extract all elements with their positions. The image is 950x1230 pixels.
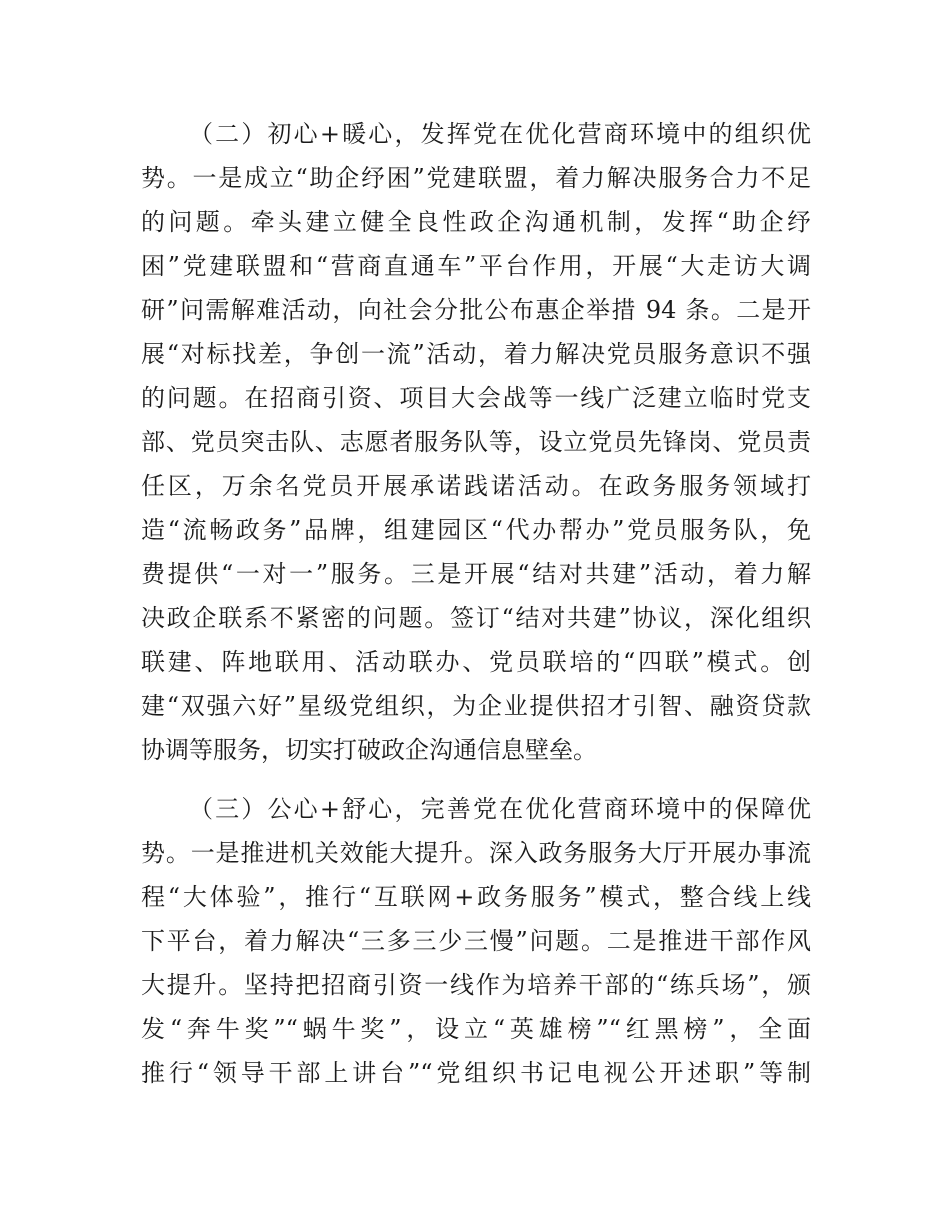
text-line: 程“大体验”，推行“互联网+政务服务”模式，整合线上线 xyxy=(141,883,811,911)
text-line: 势。一是成立“助企纾困”党建联盟，着力解决服务合力不足 xyxy=(141,164,811,192)
text-line: （三）公心+舒心，完善党在优化营商环境中的保障优 xyxy=(189,795,811,823)
text-line: 展“对标找差，争创一流”活动，着力解决党员服务意识不强 xyxy=(141,340,811,368)
document-body xyxy=(141,112,811,1095)
text-line: 任区，万余名党员开展承诺践诺活动。在政务服务领域打 xyxy=(141,472,811,500)
paragraph-spacer xyxy=(141,772,811,787)
text-line: 下平台，着力解决“三多三少三慢”问题。二是推进干部作风 xyxy=(141,927,811,955)
text-line: 推行“领导干部上讲台”“党组织书记电视公开述职”等制 xyxy=(141,1059,811,1087)
text-line: 部、党员突击队、志愿者服务队等，设立党员先锋岗、党员责 xyxy=(141,428,811,456)
text-line: 协调等服务，切实打破政企沟通信息壁垒。 xyxy=(141,736,597,764)
text-line: 大提升。坚持把招商引资一线作为培养干部的“练兵场”，颁 xyxy=(141,971,811,999)
text-line: 造“流畅政务”品牌，组建园区“代办帮办”党员服务队，免 xyxy=(141,516,811,544)
text-line: 的问题。牵头建立健全良性政企沟通机制，发挥“助企纾 xyxy=(141,208,811,236)
text-line: 的问题。在招商引资、项目大会战等一线广泛建立临时党支 xyxy=(141,384,811,412)
text-line: 联建、阵地联用、活动联办、党员联培的“四联”模式。创 xyxy=(141,648,811,676)
text-line: 决政企联系不紧密的问题。签订“结对共建”协议，深化组织 xyxy=(141,604,811,632)
text-line: 费提供“一对一”服务。三是开展“结对共建”活动，着力解 xyxy=(141,560,811,588)
paragraph-section-two xyxy=(141,112,811,772)
text-line: 势。一是推进机关效能大提升。深入政务服务大厅开展办事流 xyxy=(141,839,811,867)
text-line: （二）初心+暖心，发挥党在优化营商环境中的组织优 xyxy=(189,120,811,148)
paragraph-section-three xyxy=(141,787,811,1095)
text-line: 研”问需解难活动，向社会分批公布惠企举措 94 条。二是开 xyxy=(141,296,811,324)
text-line: 发“奔牛奖”“蜗牛奖”，设立“英雄榜”“红黑榜”，全面 xyxy=(141,1015,811,1043)
text-line: 建“双强六好”星级党组织，为企业提供招才引智、融资贷款 xyxy=(141,692,811,720)
text-line: 困”党建联盟和“营商直通车”平台作用，开展“大走访大调 xyxy=(141,252,811,280)
